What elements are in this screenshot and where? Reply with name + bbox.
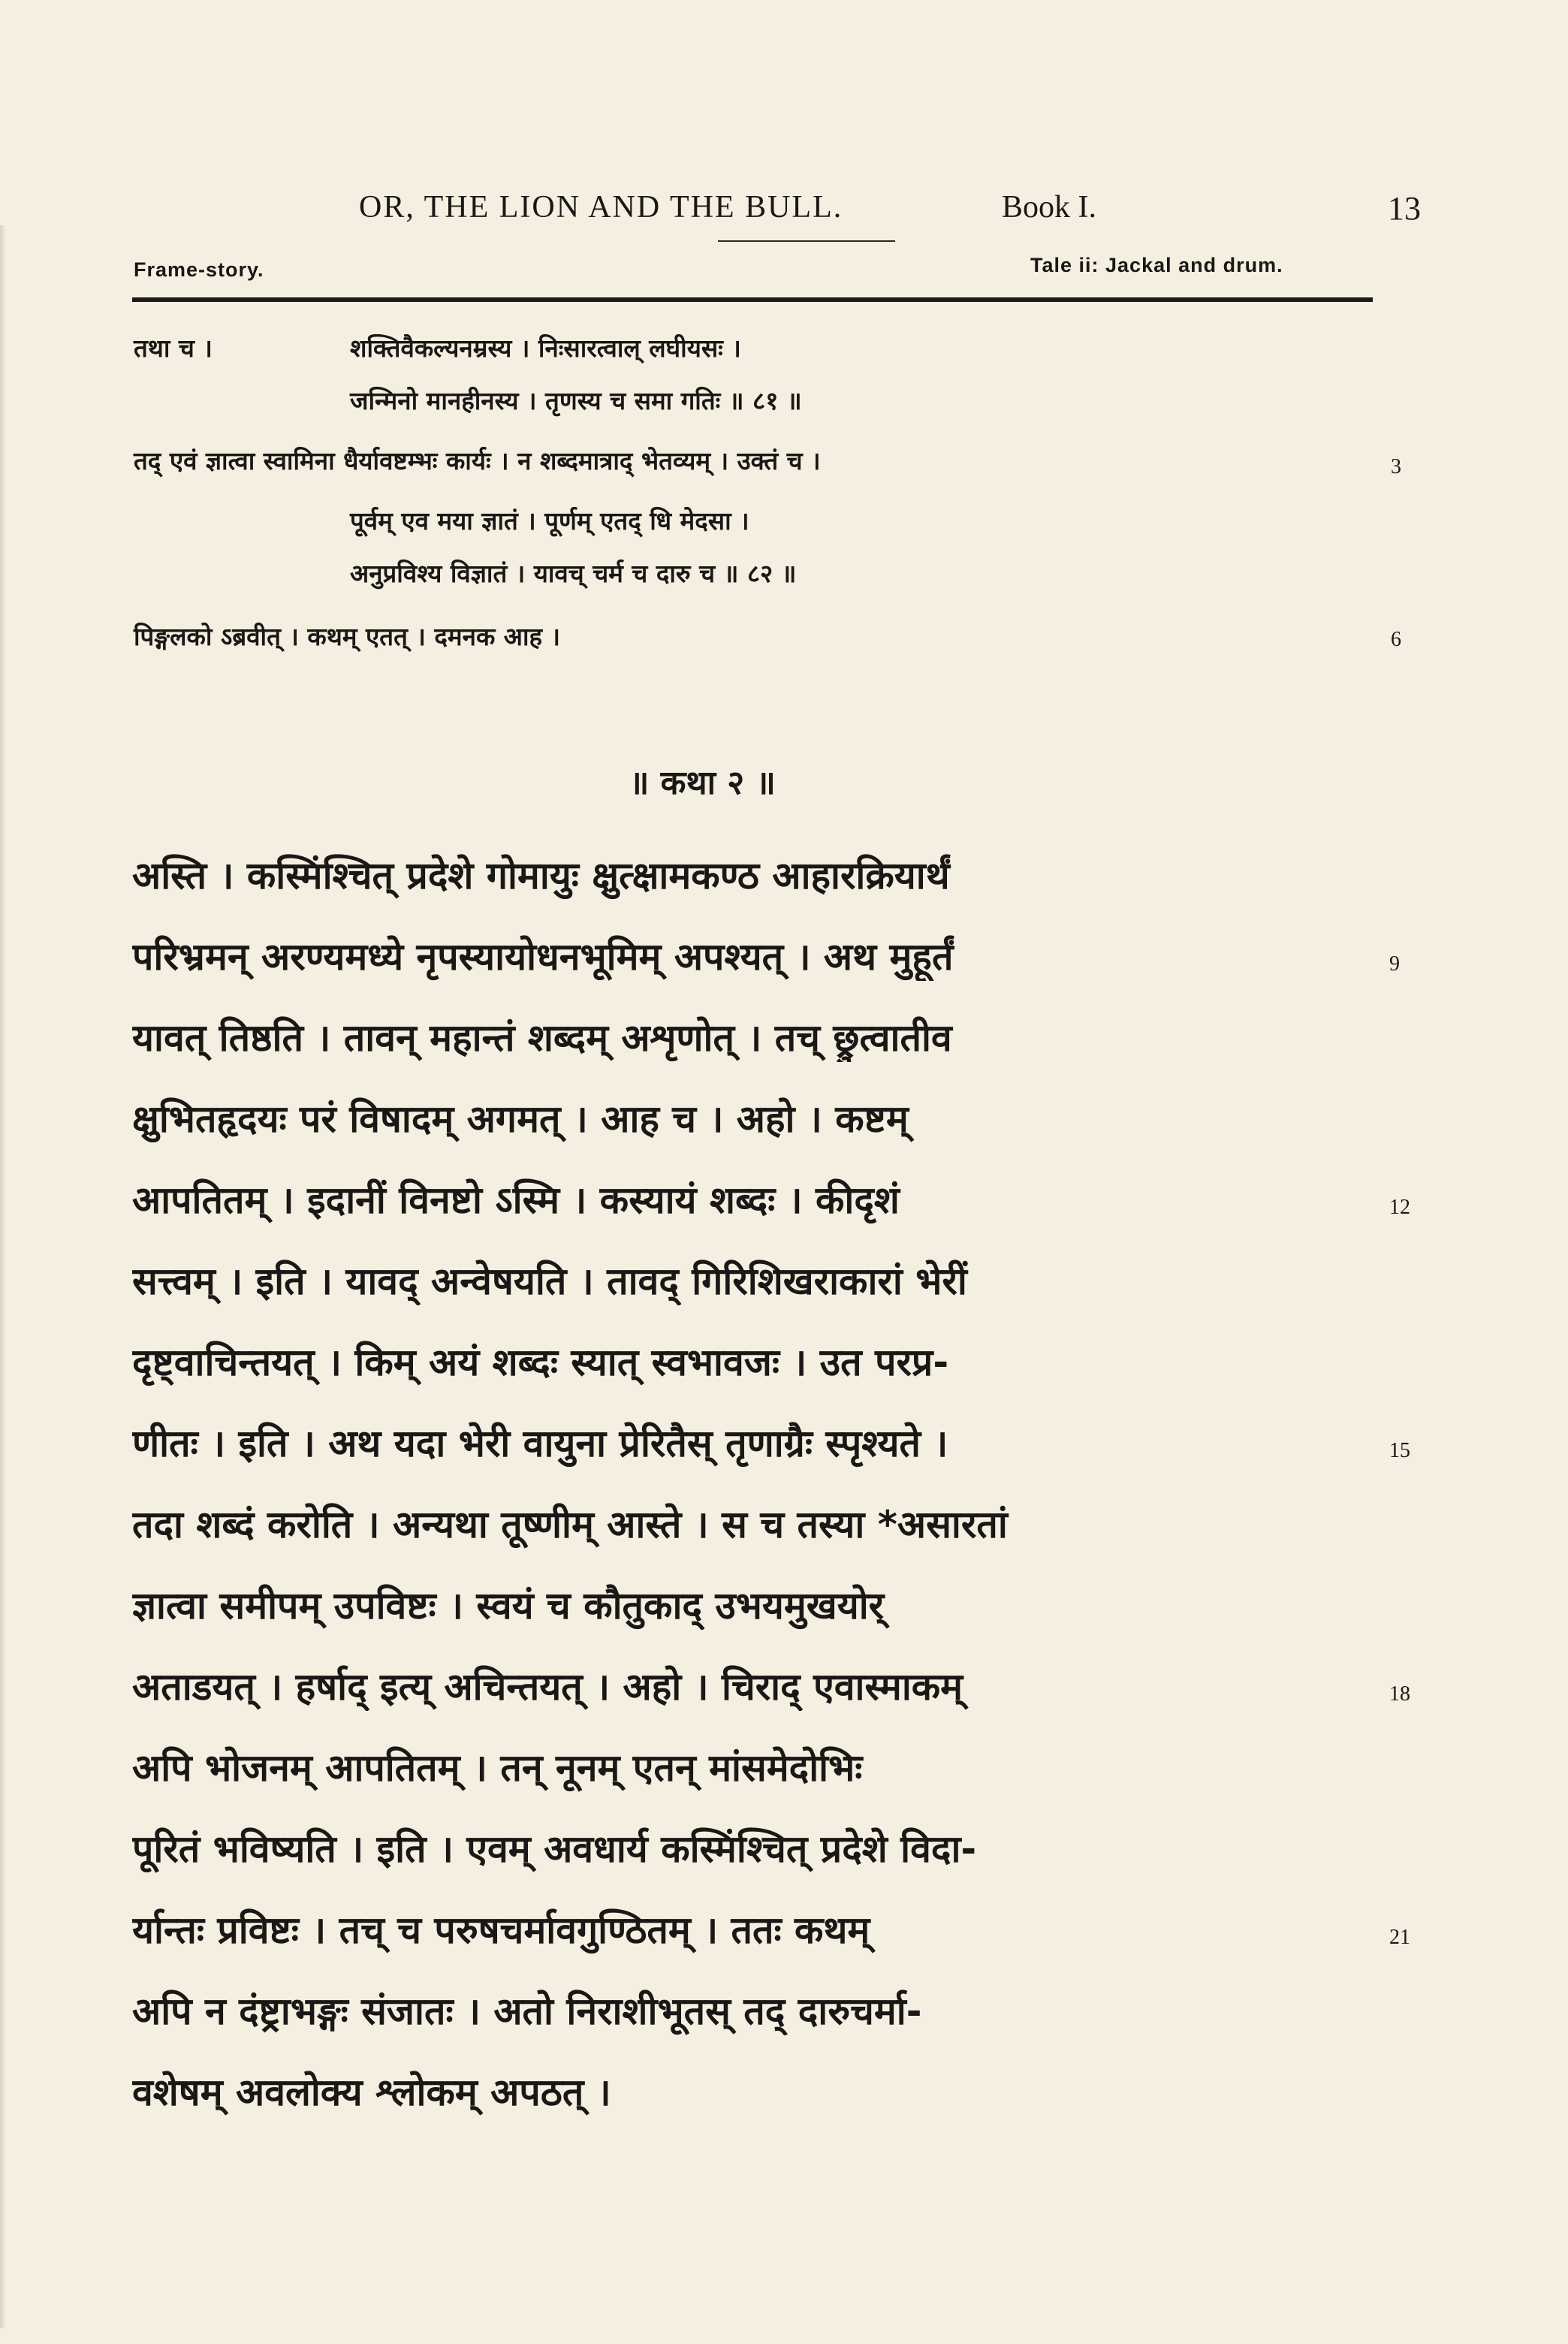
story-line: क्षुभितहृदयः परं विषादम् अगमत् । आह च । अहो । कष्टम् xyxy=(132,1097,909,1141)
verse-line: जन्मिनो मानहीनस्य । तृणस्य च समा गतिः ॥ ८१ ॥ xyxy=(350,386,802,415)
story-line: दृष्ट्वाचिन्तयत् । किम् अयं शब्दः स्यात् स्वभावजः । उत परप्र- xyxy=(132,1341,949,1384)
line-number: 3 xyxy=(1391,455,1401,478)
story-line: पूरितं भविष्यति । इति । एवम् अवधार्य कस्मिंश्चित् प्रदेशे विदा- xyxy=(132,1827,977,1871)
section-label: Frame-story. xyxy=(134,258,264,281)
book-label: Book I. xyxy=(1002,190,1096,225)
running-title: OR, THE LION AND THE BULL. xyxy=(359,190,843,225)
story-line: अपि भोजनम् आपतितम् । तन् नूनम् एतन् मांसमेदोभिः xyxy=(132,1746,863,1790)
header-rule xyxy=(132,297,1373,302)
story-line: अस्ति । कस्मिंश्चित् प्रदेशे गोमायुः क्षुत्क्षामकण्ठ आहारक्रियार्थं xyxy=(132,854,950,897)
line-number: 9 xyxy=(1389,952,1400,976)
line-number: 18 xyxy=(1389,1682,1410,1706)
line-number: 21 xyxy=(1389,1926,1410,1949)
line-number: 6 xyxy=(1391,628,1401,651)
verse-line: पूर्वम् एव मया ज्ञातं । पूर्णम् एतद् धि मेदसा । xyxy=(350,506,749,535)
prose-line: पिङ्गलको ऽब्रवीत् । कथम् एतत् । दमनक आह । xyxy=(134,622,561,651)
running-head xyxy=(0,189,1568,234)
story-line: णीतः । इति । अथ यदा भेरी वायुना प्रेरितैस् तृणाग्रैः स्पृश्यते । xyxy=(132,1422,948,1465)
story-line: र्यान्तः प्रविष्टः । तच् च परुषचर्मावगुण्ठितम् । ततः कथम् xyxy=(132,1908,870,1952)
story-line: अपि न दंष्ट्राभङ्गः संजातः । अतो निराशीभूतस् तद् दारुचर्मा- xyxy=(132,1990,922,2033)
line-number: 12 xyxy=(1389,1196,1410,1219)
verse-intro: तथा च । xyxy=(134,333,213,363)
story-line: अताडयत् । हर्षाद् इत्य् अचिन्तयत् । अहो । चिराद् एवास्माकम् xyxy=(132,1665,963,1709)
story-line: वशेषम् अवलोक्य श्लोकम् अपठत् । xyxy=(132,2071,611,2114)
verse-line: शक्तिवैकल्यनम्रस्य । निःसारत्वाल् लघीयसः । xyxy=(350,333,741,363)
prose-line: तद् एवं ज्ञात्वा स्वामिना धैर्यावष्टम्भः कार्यः । न शब्दमात्राद् भेतव्यम् । उक्तं च । xyxy=(134,446,821,475)
story-line: यावत् तिष्ठति । तावन् महान्तं शब्दम् अशृणोत् । तच् छ्रुत्वातीव xyxy=(132,1016,952,1060)
story-line: ज्ञात्वा समीपम् उपविष्टः । स्वयं च कौतुकाद् उभयमुखयोर् xyxy=(132,1584,885,1628)
tale-label: Tale ii: Jackal and drum. xyxy=(1030,254,1283,276)
line-number: 15 xyxy=(1389,1439,1410,1462)
page-number: 13 xyxy=(1388,190,1421,227)
story-heading: ॥ कथा २ ॥ xyxy=(629,764,776,802)
title-underline xyxy=(718,240,895,242)
story-line: तदा शब्दं करोति । अन्यथा तूष्णीम् आस्ते । स च तस्या *असारतां xyxy=(132,1503,1008,1546)
story-line: सत्त्वम् । इति । यावद् अन्वेषयति । तावद् गिरिशिखराकारां भेरीं xyxy=(132,1259,967,1303)
page-edge-shadow xyxy=(0,225,6,2328)
story-line: आपतितम् । इदानीं विनष्टो ऽस्मि । कस्यायं शब्दः । कीदृशं xyxy=(132,1178,900,1222)
story-line: परिभ्रमन् अरण्यमध्ये नृपस्यायोधनभूमिम् अपश्यत् । अथ मुहूर्तं xyxy=(132,935,954,979)
verse-line: अनुप्रविश्य विज्ञातं । यावच् चर्म च दारु च ॥ ८२ ॥ xyxy=(350,559,797,588)
